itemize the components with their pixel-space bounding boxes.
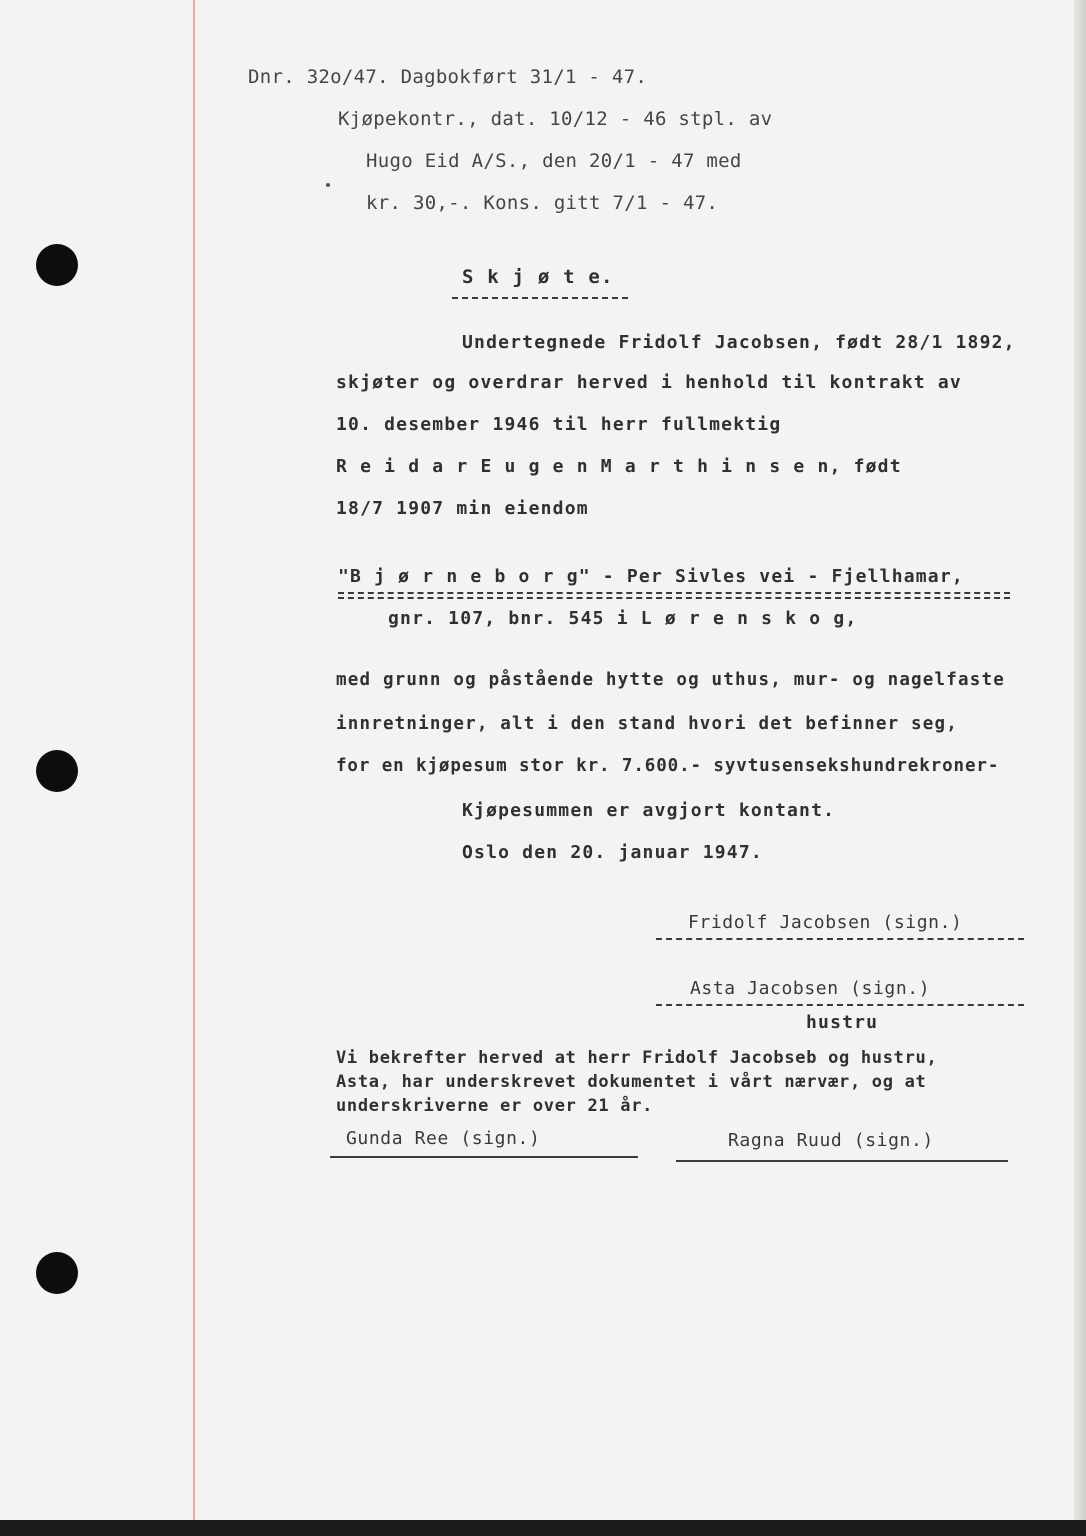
scan-border [0, 1520, 1086, 1536]
registration-number: Dnr. 32o/47. Dagbokført 31/1 - 47. [248, 66, 648, 88]
margin-rule [193, 0, 195, 1520]
body-line: 18/7 1907 min eiendom [336, 498, 589, 519]
witness-signature: Ragna Ruud (sign.) [728, 1130, 934, 1151]
witness-statement-line: Vi bekrefter herved at herr Fridolf Jacobseb og hustru, [336, 1048, 938, 1068]
witness-statement-line: Asta, har underskrevet dokumentet i vårt nærvær, og at [336, 1072, 927, 1092]
stamp-note: Hugo Eid A/S., den 20/1 - 47 med [366, 150, 742, 172]
place-date: Oslo den 20. januar 1947. [462, 842, 763, 863]
document-title: S k j ø t e. [462, 266, 614, 288]
signature-line [656, 938, 1024, 940]
fee-note: kr. 30,-. Kons. gitt 7/1 - 47. [366, 192, 719, 214]
seller-signature: Fridolf Jacobsen (sign.) [688, 912, 963, 933]
buyer-name: R e i d a r E u g e n M a r t h i n s e n, født [336, 456, 902, 477]
punch-hole-bottom [36, 1252, 78, 1294]
witness-statement-line: underskriverne er over 21 år. [336, 1096, 654, 1116]
payment-note: Kjøpesummen er avgjort kontant. [462, 800, 836, 821]
witness-signature: Gunda Ree (sign.) [346, 1128, 541, 1149]
contract-note: Kjøpekontr., dat. 10/12 - 46 stpl. av [338, 108, 773, 130]
property-underline [338, 592, 1010, 594]
page-edge [1074, 0, 1086, 1536]
witness-line [676, 1160, 1008, 1162]
title-underline [452, 297, 628, 299]
witness-line [330, 1156, 638, 1158]
property-underline [338, 597, 1010, 599]
body-line: 10. desember 1946 til herr fullmektig [336, 414, 782, 435]
body-line: Undertegnede Fridolf Jacobsen, født 28/1 1892, [462, 332, 1016, 353]
spouse-role: hustru [806, 1012, 879, 1033]
punch-hole-middle [36, 750, 78, 792]
ink-dot [326, 183, 330, 187]
property-name: "B j ø r n e b o r g" - Per Sivles vei - Fjellhamar, [338, 566, 964, 587]
punch-hole-top [36, 244, 78, 286]
signature-line [656, 1004, 1024, 1006]
purchase-price: for en kjøpesum stor kr. 7.600.- syvtusensekshundrekroner- [336, 756, 1000, 776]
body-line: med grunn og påstående hytte og uthus, mur- og nagelfaste [336, 670, 1005, 690]
body-line: innretninger, alt i den stand hvori det befinner seg, [336, 714, 959, 734]
body-line: skjøter og overdrar herved i henhold til kontrakt av [336, 372, 962, 393]
spouse-signature: Asta Jacobsen (sign.) [690, 978, 931, 999]
property-cadastre: gnr. 107, bnr. 545 i L ø r e n s k o g, [388, 608, 858, 629]
